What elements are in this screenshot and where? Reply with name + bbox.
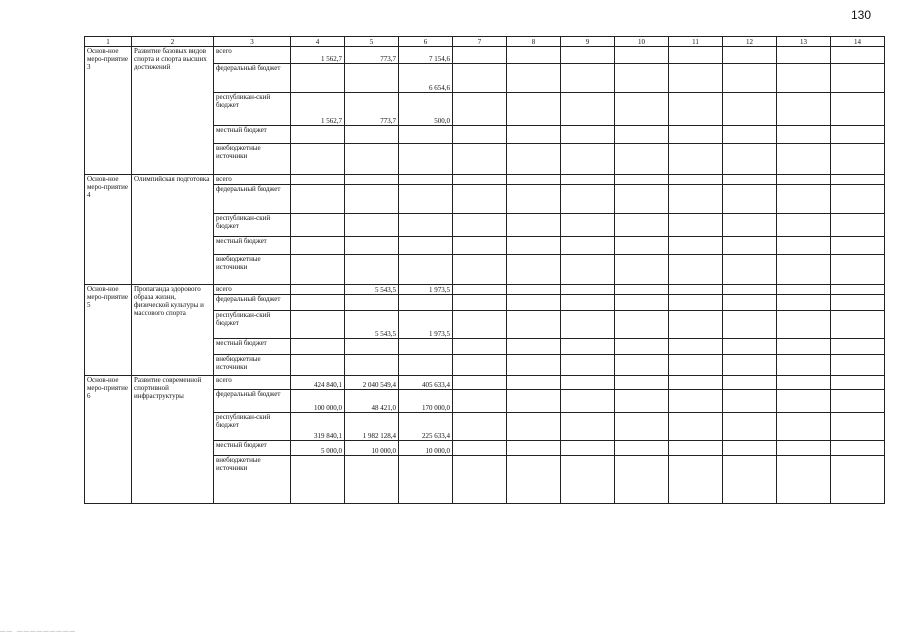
amount-cell	[291, 237, 345, 255]
event-label: Основ-ное меро-приятие 5	[85, 285, 132, 376]
empty-cell	[669, 390, 723, 413]
empty-cell	[723, 295, 777, 311]
empty-cell	[507, 47, 561, 64]
empty-cell	[669, 93, 723, 126]
amount-cell	[291, 144, 345, 175]
amount-cell	[291, 456, 345, 504]
empty-cell	[831, 126, 885, 144]
funding-source: местный бюджет	[214, 126, 291, 144]
amount-cell	[345, 339, 399, 355]
empty-cell	[453, 285, 507, 295]
amount-cell: 1 973,5	[399, 285, 453, 295]
empty-cell	[669, 285, 723, 295]
budget-table	[84, 36, 885, 504]
empty-cell	[615, 339, 669, 355]
empty-cell	[453, 413, 507, 441]
empty-cell	[615, 413, 669, 441]
amount-cell	[345, 126, 399, 144]
empty-cell	[831, 355, 885, 376]
amount-cell: 773,7	[345, 47, 399, 64]
event-label: Основ-ное меро-приятие 6	[85, 376, 132, 504]
empty-cell	[669, 255, 723, 285]
empty-cell	[669, 126, 723, 144]
amount-cell	[345, 237, 399, 255]
empty-cell	[831, 285, 885, 295]
amount-cell	[399, 456, 453, 504]
column-header: 9	[561, 37, 615, 47]
empty-cell	[777, 144, 831, 175]
empty-cell	[615, 285, 669, 295]
empty-cell	[831, 144, 885, 175]
funding-source: всего	[214, 47, 291, 64]
column-header: 11	[669, 37, 723, 47]
funding-source: федеральный бюджет	[214, 185, 291, 214]
empty-cell	[669, 441, 723, 456]
empty-cell	[615, 93, 669, 126]
empty-cell	[615, 311, 669, 339]
amount-cell: 10 000,0	[345, 441, 399, 456]
empty-cell	[831, 376, 885, 390]
empty-cell	[669, 295, 723, 311]
empty-cell	[561, 144, 615, 175]
empty-cell	[453, 456, 507, 504]
amount-cell	[291, 355, 345, 376]
empty-cell	[723, 237, 777, 255]
empty-cell	[831, 64, 885, 93]
funding-source: федеральный бюджет	[214, 390, 291, 413]
empty-cell	[615, 355, 669, 376]
empty-cell	[777, 413, 831, 441]
empty-cell	[561, 255, 615, 285]
amount-cell: 10 000,0	[399, 441, 453, 456]
empty-cell	[669, 175, 723, 185]
funding-source: местный бюджет	[214, 441, 291, 456]
empty-cell	[561, 339, 615, 355]
empty-cell	[669, 339, 723, 355]
empty-cell	[777, 126, 831, 144]
empty-cell	[453, 295, 507, 311]
empty-cell	[615, 175, 669, 185]
empty-cell	[669, 456, 723, 504]
empty-cell	[507, 175, 561, 185]
empty-cell	[723, 255, 777, 285]
amount-cell	[291, 214, 345, 237]
empty-cell	[507, 295, 561, 311]
empty-cell	[777, 339, 831, 355]
empty-cell	[561, 441, 615, 456]
amount-cell: 5 543,5	[345, 311, 399, 339]
funding-source: внебюджетные источники	[214, 456, 291, 504]
column-header: 1	[85, 37, 132, 47]
amount-cell	[399, 144, 453, 175]
column-header: 6	[399, 37, 453, 47]
empty-cell	[669, 355, 723, 376]
empty-cell	[507, 441, 561, 456]
column-header: 3	[214, 37, 291, 47]
empty-cell	[507, 413, 561, 441]
empty-cell	[669, 237, 723, 255]
empty-cell	[453, 255, 507, 285]
column-header: 10	[615, 37, 669, 47]
amount-cell	[399, 255, 453, 285]
amount-cell	[291, 64, 345, 93]
empty-cell	[561, 390, 615, 413]
amount-cell: 773,7	[345, 93, 399, 126]
column-header: 2	[132, 37, 214, 47]
empty-cell	[777, 390, 831, 413]
event-name: Пропаганда здорового образа жизни, физической культуры и массового спорта	[132, 285, 214, 376]
table-body	[85, 47, 885, 504]
funding-source: всего	[214, 376, 291, 390]
empty-cell	[669, 64, 723, 93]
amount-cell	[291, 285, 345, 295]
empty-cell	[453, 93, 507, 126]
empty-cell	[723, 376, 777, 390]
empty-cell	[615, 214, 669, 237]
empty-cell	[615, 185, 669, 214]
empty-cell	[723, 185, 777, 214]
funding-source: федеральный бюджет	[214, 64, 291, 93]
funding-source: федеральный бюджет	[214, 295, 291, 311]
funding-source: республикан-ский бюджет	[214, 93, 291, 126]
amount-cell	[399, 214, 453, 237]
column-header: 14	[831, 37, 885, 47]
empty-cell	[831, 47, 885, 64]
empty-cell	[615, 237, 669, 255]
empty-cell	[669, 376, 723, 390]
empty-cell	[723, 47, 777, 64]
empty-cell	[669, 47, 723, 64]
amount-cell	[345, 175, 399, 185]
amount-cell: 5 543,5	[345, 285, 399, 295]
empty-cell	[615, 456, 669, 504]
funding-source: внебюджетные источники	[214, 144, 291, 175]
amount-cell: 1 562,7	[291, 93, 345, 126]
empty-cell	[615, 144, 669, 175]
empty-cell	[453, 390, 507, 413]
scan-artifact: ‒‒ ‒‒‒‒‒‒‒‒‒	[0, 626, 76, 637]
amount-cell	[399, 126, 453, 144]
empty-cell	[723, 456, 777, 504]
empty-cell	[777, 285, 831, 295]
column-header: 12	[723, 37, 777, 47]
empty-cell	[777, 376, 831, 390]
table-row	[85, 376, 885, 390]
empty-cell	[561, 355, 615, 376]
funding-source: внебюджетные источники	[214, 355, 291, 376]
amount-cell: 319 840,1	[291, 413, 345, 441]
funding-source: всего	[214, 175, 291, 185]
empty-cell	[453, 175, 507, 185]
funding-source: местный бюджет	[214, 339, 291, 355]
empty-cell	[507, 237, 561, 255]
amount-cell	[291, 295, 345, 311]
empty-cell	[453, 144, 507, 175]
amount-cell	[399, 339, 453, 355]
event-name: Развитие базовых видов спорта и спорта высших достижений	[132, 47, 214, 175]
table-row	[85, 175, 885, 185]
empty-cell	[831, 255, 885, 285]
empty-cell	[453, 126, 507, 144]
event-label: Основ-ное меро-приятие 3	[85, 47, 132, 175]
empty-cell	[453, 339, 507, 355]
empty-cell	[831, 456, 885, 504]
empty-cell	[831, 185, 885, 214]
funding-source: всего	[214, 285, 291, 295]
empty-cell	[615, 64, 669, 93]
empty-cell	[669, 144, 723, 175]
amount-cell	[291, 255, 345, 285]
empty-cell	[777, 355, 831, 376]
amount-cell	[399, 237, 453, 255]
empty-cell	[615, 390, 669, 413]
empty-cell	[561, 126, 615, 144]
amount-cell	[399, 355, 453, 376]
empty-cell	[453, 214, 507, 237]
empty-cell	[561, 214, 615, 237]
empty-cell	[453, 441, 507, 456]
empty-cell	[561, 64, 615, 93]
empty-cell	[723, 311, 777, 339]
empty-cell	[453, 311, 507, 339]
empty-cell	[723, 441, 777, 456]
funding-source: республикан-ский бюджет	[214, 311, 291, 339]
column-header: 8	[507, 37, 561, 47]
empty-cell	[561, 47, 615, 64]
empty-cell	[723, 64, 777, 93]
empty-cell	[507, 311, 561, 339]
amount-cell	[291, 185, 345, 214]
empty-cell	[669, 214, 723, 237]
empty-cell	[777, 93, 831, 126]
amount-cell	[345, 214, 399, 237]
event-label: Основ-ное меро-приятие 4	[85, 175, 132, 285]
empty-cell	[831, 93, 885, 126]
column-header: 5	[345, 37, 399, 47]
amount-cell	[291, 339, 345, 355]
empty-cell	[507, 144, 561, 175]
empty-cell	[723, 355, 777, 376]
empty-cell	[831, 214, 885, 237]
empty-cell	[561, 285, 615, 295]
empty-cell	[561, 376, 615, 390]
amount-cell: 225 633,4	[399, 413, 453, 441]
empty-cell	[453, 376, 507, 390]
empty-cell	[507, 64, 561, 93]
empty-cell	[615, 376, 669, 390]
empty-cell	[561, 456, 615, 504]
amount-cell	[345, 144, 399, 175]
empty-cell	[561, 295, 615, 311]
empty-cell	[453, 355, 507, 376]
empty-cell	[777, 214, 831, 237]
empty-cell	[507, 339, 561, 355]
table-row	[85, 285, 885, 295]
empty-cell	[453, 47, 507, 64]
empty-cell	[507, 255, 561, 285]
empty-cell	[561, 311, 615, 339]
empty-cell	[507, 456, 561, 504]
empty-cell	[777, 255, 831, 285]
empty-cell	[831, 175, 885, 185]
header-row	[85, 37, 885, 47]
empty-cell	[723, 285, 777, 295]
empty-cell	[507, 376, 561, 390]
empty-cell	[669, 311, 723, 339]
empty-cell	[777, 175, 831, 185]
amount-cell: 1 982 128,4	[345, 413, 399, 441]
empty-cell	[615, 255, 669, 285]
empty-cell	[777, 295, 831, 311]
empty-cell	[507, 390, 561, 413]
empty-cell	[723, 126, 777, 144]
empty-cell	[453, 185, 507, 214]
amount-cell	[399, 175, 453, 185]
empty-cell	[777, 237, 831, 255]
amount-cell: 5 000,0	[291, 441, 345, 456]
funding-source: местный бюджет	[214, 237, 291, 255]
empty-cell	[831, 441, 885, 456]
empty-cell	[723, 144, 777, 175]
empty-cell	[831, 295, 885, 311]
amount-cell: 48 421,0	[345, 390, 399, 413]
empty-cell	[507, 285, 561, 295]
empty-cell	[615, 47, 669, 64]
amount-cell: 1 973,5	[399, 311, 453, 339]
empty-cell	[561, 185, 615, 214]
event-name: Развитие современной спортивной инфраструктуры	[132, 376, 214, 504]
empty-cell	[777, 441, 831, 456]
empty-cell	[723, 175, 777, 185]
amount-cell: 424 840,1	[291, 376, 345, 390]
empty-cell	[723, 93, 777, 126]
amount-cell: 100 000,0	[291, 390, 345, 413]
empty-cell	[453, 64, 507, 93]
amount-cell: 170 000,0	[399, 390, 453, 413]
column-header: 13	[777, 37, 831, 47]
empty-cell	[669, 185, 723, 214]
column-header: 4	[291, 37, 345, 47]
empty-cell	[831, 339, 885, 355]
amount-cell	[291, 126, 345, 144]
empty-cell	[507, 185, 561, 214]
empty-cell	[507, 126, 561, 144]
empty-cell	[831, 311, 885, 339]
empty-cell	[561, 413, 615, 441]
funding-source: республикан-ский бюджет	[214, 214, 291, 237]
empty-cell	[723, 413, 777, 441]
page-number: 130	[851, 8, 872, 22]
empty-cell	[615, 126, 669, 144]
empty-cell	[777, 456, 831, 504]
column-header: 7	[453, 37, 507, 47]
empty-cell	[777, 64, 831, 93]
empty-cell	[831, 237, 885, 255]
funding-source: внебюджетные источники	[214, 255, 291, 285]
empty-cell	[615, 295, 669, 311]
empty-cell	[723, 390, 777, 413]
empty-cell	[777, 311, 831, 339]
amount-cell	[399, 185, 453, 214]
amount-cell: 2 040 549,4	[345, 376, 399, 390]
amount-cell	[291, 311, 345, 339]
empty-cell	[507, 93, 561, 126]
empty-cell	[831, 413, 885, 441]
table-row	[85, 47, 885, 64]
event-name: Олимпийская подготовка	[132, 175, 214, 285]
empty-cell	[723, 214, 777, 237]
amount-cell: 500,0	[399, 93, 453, 126]
amount-cell: 7 154,6	[399, 47, 453, 64]
empty-cell	[831, 390, 885, 413]
amount-cell	[345, 295, 399, 311]
amount-cell	[345, 355, 399, 376]
amount-cell: 6 654,6	[399, 64, 453, 93]
amount-cell	[345, 64, 399, 93]
amount-cell	[345, 185, 399, 214]
amount-cell: 405 633,4	[399, 376, 453, 390]
amount-cell	[399, 295, 453, 311]
empty-cell	[453, 237, 507, 255]
empty-cell	[561, 93, 615, 126]
amount-cell: 1 562,7	[291, 47, 345, 64]
empty-cell	[507, 355, 561, 376]
empty-cell	[777, 47, 831, 64]
empty-cell	[507, 214, 561, 237]
empty-cell	[669, 413, 723, 441]
empty-cell	[615, 441, 669, 456]
empty-cell	[723, 339, 777, 355]
empty-cell	[561, 175, 615, 185]
amount-cell	[291, 175, 345, 185]
empty-cell	[777, 185, 831, 214]
empty-cell	[561, 237, 615, 255]
funding-source: республикан-ский бюджет	[214, 413, 291, 441]
amount-cell	[345, 255, 399, 285]
amount-cell	[345, 456, 399, 504]
